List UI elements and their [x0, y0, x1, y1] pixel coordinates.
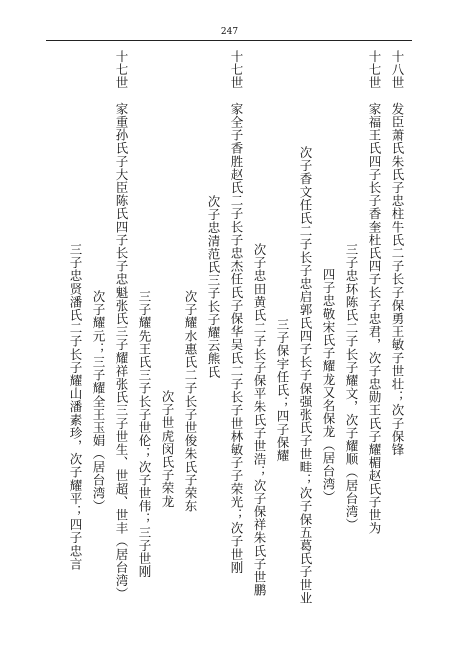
text-column: 三子耀先王氏三子长子世伦；次子世伟；三子世刚: [137, 290, 152, 579]
text-column: 十七世 家福王氏四子长子香奎杜氏四子长子忠君，次子忠勋王氏子耀楣赵氏子世为: [367, 50, 382, 535]
text-column: 次子忠清范氏三子长子耀云熊氏: [206, 195, 221, 379]
text-column: 次子耀水惠氏二子长子世俊朱氏子荣东: [183, 290, 198, 513]
text-column: 十八世 发臣萧氏朱氏子忠柱牛氏二子长子保勇王敏子世壮；次子保锋: [390, 50, 405, 457]
text-column: 次子耀元；三子耀全王玉娟（居台湾）: [91, 290, 106, 513]
header-rule: [46, 40, 412, 41]
text-column: 三子保宇任氏；四子保耀: [275, 318, 290, 463]
text-column: 十七世 家重孙氏子大臣陈氏四子长子忠魁张氏三子耀祥张氏三子世生、世超、世丰（居台湾）: [114, 50, 129, 601]
text-column: 三子忠环陈氏二子长子耀文，次子耀顺（居台湾）: [344, 243, 359, 532]
text-column: 三子忠贤潘氏二子长子耀山潘素珍，次子耀平；四子忠言: [68, 243, 83, 571]
text-column: 四子忠敬宋氏子耀龙又名保龙（居台湾）: [321, 268, 336, 504]
text-column: 十七世 家全子香胜赵氏二子长子忠杰任氏子保华吴氏二子长子世林敏子子荣光；次子世刚: [229, 50, 244, 574]
text-column: 次子世虎闵氏子荣龙: [160, 390, 175, 508]
page-number: 247: [220, 27, 239, 37]
text-column: 次子忠田黄氏二子长子保平朱氏子世浩；次子保祥朱氏子世鹏: [252, 243, 267, 597]
text-column: 次子香文任氏二子长子忠启郭氏四子长子保强张氏子世畦；次子保五葛氏子世业: [298, 146, 313, 605]
